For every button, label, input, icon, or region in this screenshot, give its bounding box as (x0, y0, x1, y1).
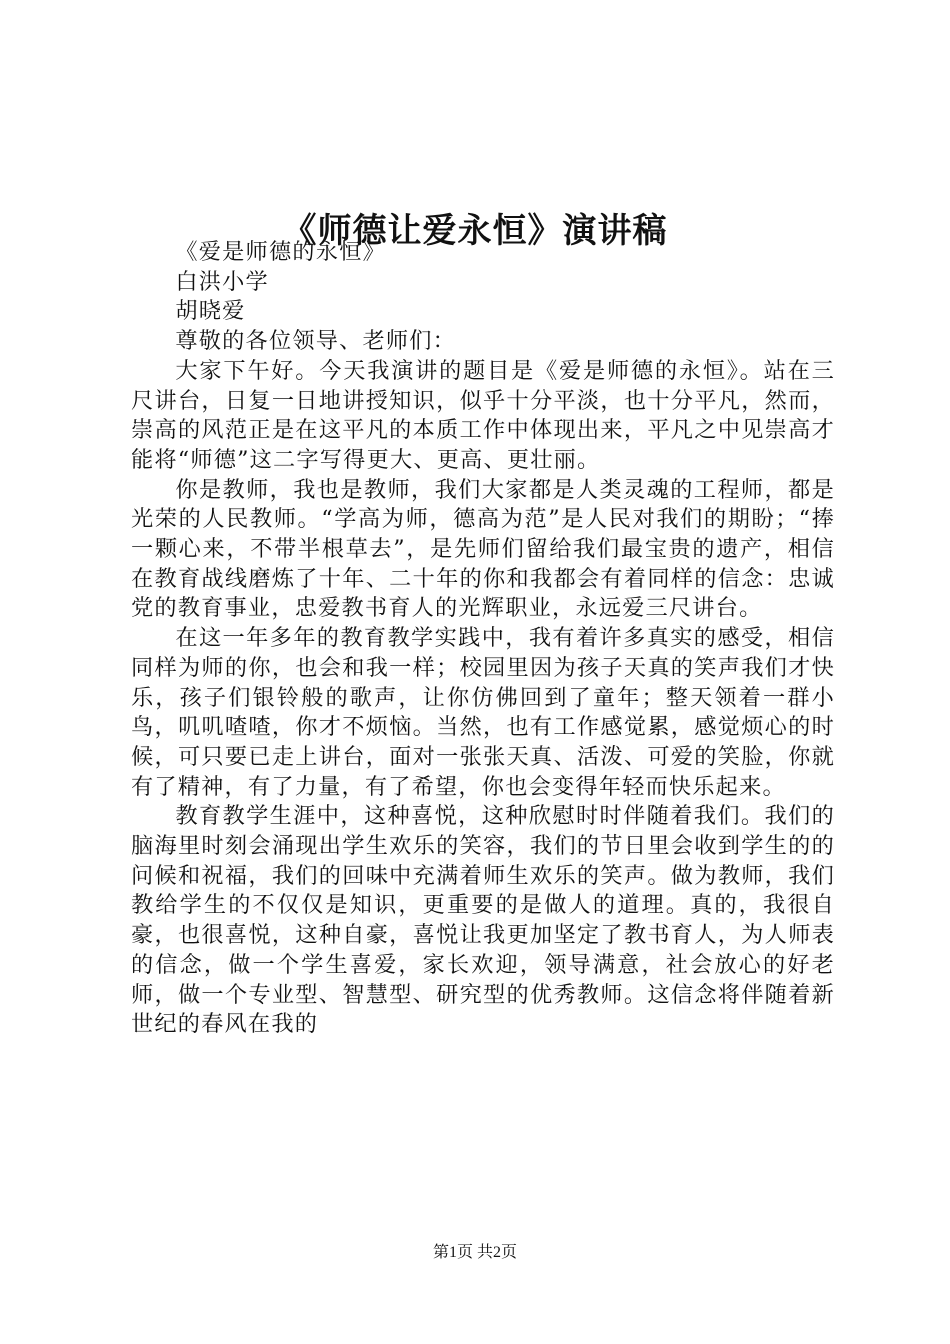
paragraph: 在这一年多年的教育教学实践中，我有着许多真实的感受，相信同样为师的你，也会和我一样；校园里因为孩子天真的笑声我们才快乐，孩子们银铃般的歌声，让你仿佛回到了童年；整天领着一群小鸟，叽叽喳喳，你才不烦恼。当然，也有工作感觉累，感觉烦心的时候，可只要已走上讲台，面对一张张天真、活泼、可爱的笑脸，你就有了精神，有了力量，有了希望，你也会变得年轻而快乐起来。 (131, 625, 835, 800)
school-name: 白洪小学 (175, 268, 269, 295)
paragraph: 你是教师，我也是教师，我们大家都是人类灵魂的工程师，都是光荣的人民教师。“学高为师，德高为范”是人民对我们的期盼；“捧一颗心来，不带半根草去”，是先师们留给我们最宝贵的遗产，相信在教育战线磨炼了十年、二十年的你和我都会有着同样的信念：忠诚党的教育事业，忠爱教书育人的光辉职业，永远爱三尺讲台。 (131, 476, 835, 622)
speech-subtitle: 《爱是师德的永恒》 (175, 239, 386, 265)
page-footer: 第1页 共2页 (432, 1244, 517, 1261)
paragraph: 大家下午好。今天我演讲的题目是《爱是师德的永恒》。站在三尺讲台，日复一日地讲授知识，似乎十分平淡，也十分平凡，然而，崇高的风范正是在这平凡的本质工作中体现出来，平凡之中见崇高才能将“师德”这二字写得更大、更高、更壮丽。 (131, 357, 835, 473)
page-title: 《师德让爱永恒》演讲稿 (282, 210, 668, 251)
paragraph: 教育教学生涯中，这种喜悦，这种欣慰时时伴随着我们。我们的脑海里时刻会涌现出学生欢乐的笑容，我们的节日里会收到学生的的问候和祝福，我们的回味中充满着师生欢乐的笑声。做为教师，我们教给学生的不仅仅是知识，更重要的是做人的道理。真的，我很自豪，也很喜悦，这种自豪，喜悦让我更加坚定了教书育人，为人师表的信念，做一个学生喜爱，家长欢迎，领导满意，社会放心的好老师，做一个专业型、智慧型、研究型的优秀教师。这信念将伴随着新世纪的春风在我的 (131, 803, 835, 1038)
author-name: 胡晓爱 (175, 298, 246, 325)
document-body (131, 238, 835, 1040)
salutation: 尊敬的各位领导、老师们： (175, 328, 457, 355)
